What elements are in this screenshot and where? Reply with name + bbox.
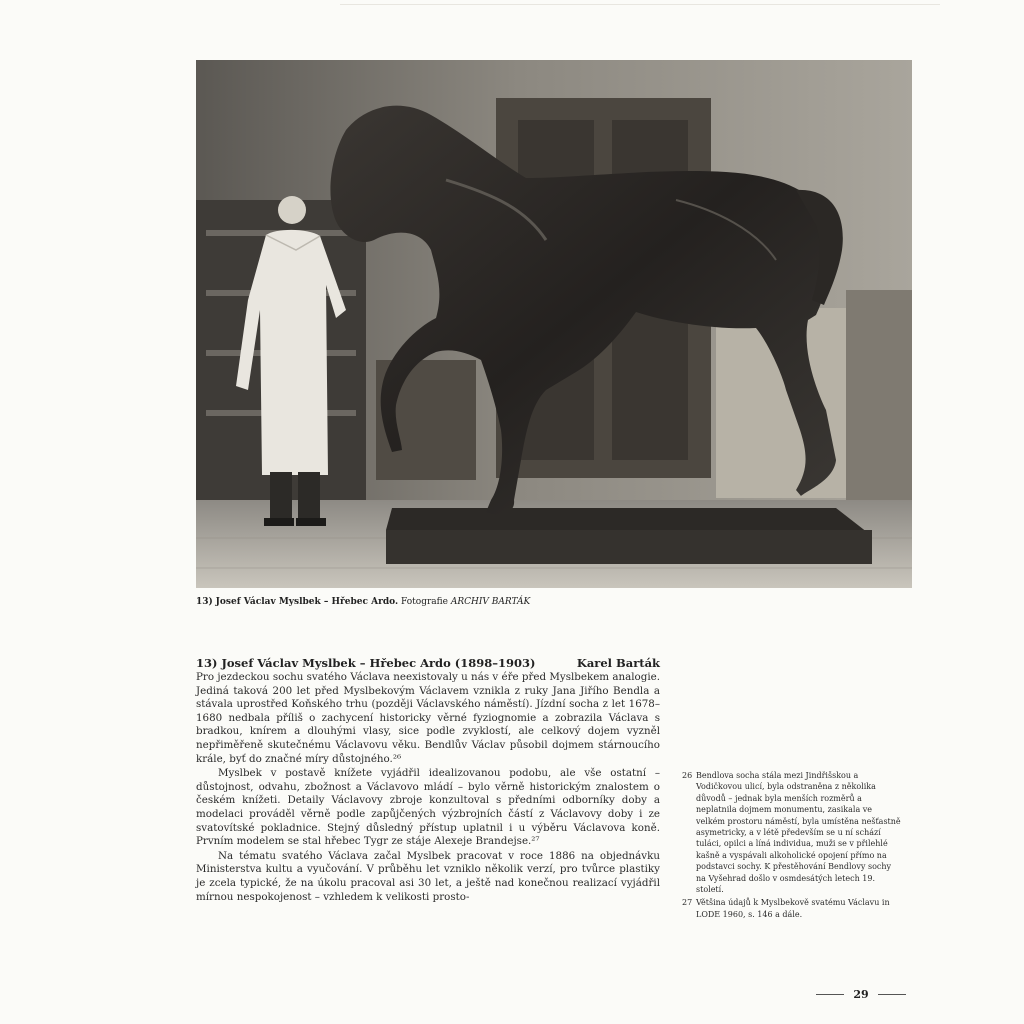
article-heading: 13) Josef Václav Myslbek – Hřebec Ardo (1898–1903): [196, 656, 536, 670]
page-number-rule-left: [816, 994, 844, 995]
footnotes: [682, 770, 902, 922]
article-paragraph-1: Pro jezdeckou sochu svatého Václava neexistovaly u nás v éře před Myslbekem analogie. Jediná taková 200 let před Myslbekovým Václavem vznikla z ruky Jana Jiřího Bendla a stávala uprostřed Koňského trhu (později Václavského náměstí). Jízdní socha z let 1678–1680 nedbala příliš o zachycení historicky věrné fyziognomie a zobrazila Václava s bradkou, knírem a dlouhými vlasy, sice podle zvyklostí, ale celkový dojem vyzněl nepřiměřeně skutečnému Václavovu věku. Bendlův Václav působil dojmem stárnoucího krále, byť do značné míry důstojného.²⁶: [196, 671, 660, 765]
page-number-block: [816, 988, 906, 1001]
article-paragraph-2: Myslbek v postavě knížete vyjádřil idealizovanou podobu, ale vše ostatní – důstojnost, odvahu, zbožnost a Václavovo mládí – bylo věrně historickým znalostem o českém knížeti. Detaily Václavovy zbroje konzultoval s předními odborníky doby a modelaci prováděl věrně podle zapůjčených výzbrojních částí z Václavovy doby i ze svatovítské pokladnice. Stejný důsledný přístup uplatnil i u výběru Václavova koně. Prvním modelem se stal hřebec Tygr ze stáje Alexeje Brandejse.²⁷: [196, 767, 660, 848]
caption-title: Josef Václav Myslbek – Hřebec Ardo.: [215, 597, 399, 607]
photo-caption: [196, 596, 912, 608]
footnote-number: 27: [682, 898, 693, 908]
caption-number: 13): [196, 597, 213, 607]
article-author: Karel Barták: [576, 656, 660, 670]
footnote-number: 26: [682, 771, 693, 780]
article: [196, 656, 660, 904]
page-number-rule-right: [878, 994, 906, 995]
photo-sculptor-horse-icon: [196, 60, 912, 588]
footnote-27: [682, 897, 902, 920]
footnote-text: Bendlova socha stála mezi Jindřišskou a Vodičkovou ulicí, byla odstraněna z několika důvodů – jednak byla menších rozměrů a neplatnila dojmem monumentu, zasikala ve velkém prostoru náměstí, byla umístěna nešťastně asymetricky, a v létě především se u ní schází tuláci, opilci a líná individua, muži se v přilehlé kašně a vyspávali alkoholické opojení přímo na podstavci sochy. K přestěhování Bendlovy sochy na Vyšehrad došlo v osmdesátých letech 19. století.: [696, 771, 901, 895]
caption-credit: Fotografie: [401, 597, 448, 607]
footnote-text: Většina údajů k Myslbekově svatému Václavu in LODE 1960, s. 146 a dále.: [696, 898, 890, 919]
article-paragraph-3: Na tématu svatého Václava začal Myslbek pracovat v roce 1886 na objednávku Ministerstva kultu a vyučování. V průběhu let vzniklo několik verzí, pro tvůrce plastiky je zcela typické, že na úkolu pracoval asi 30 let, a ještě nad konečnou realizací vyjádřil mírnou nespokojenost – vzhledem k velikosti prosto-: [196, 849, 660, 903]
top-edge-line: [340, 4, 940, 5]
article-heading-row: [196, 656, 660, 670]
page-number: 29: [853, 988, 869, 1001]
archival-photograph: [196, 60, 912, 588]
footnote-26: [682, 770, 902, 895]
caption-source: ARCHIV BARTÁK: [450, 597, 531, 607]
